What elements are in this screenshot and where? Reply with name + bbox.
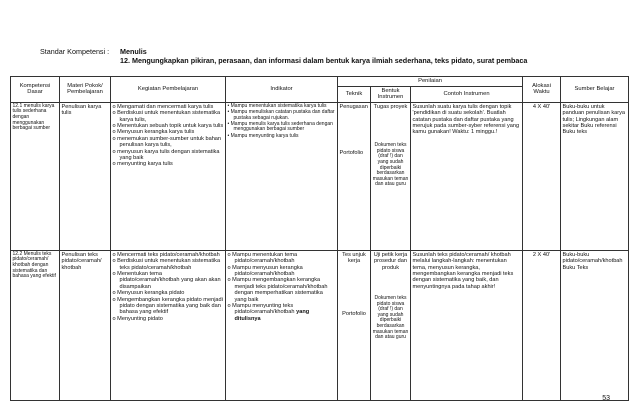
kegiatan-cell [111,250,226,400]
header-materi: Materi Pokok/ Pembelajaran [60,77,111,103]
header-contoh: Contoh Instrumen [411,86,523,102]
teknik-value: Penugasan [339,103,368,110]
page-number: 53 [602,395,610,402]
header-indikator: Indikator [226,77,338,103]
syllabus-table [10,76,629,401]
header-sumber: Sumber Belajar [561,77,629,103]
indikator-cell [226,102,338,250]
kompetensi-cell: 12.2 Menulis teks pidato/ceramah/ khotbah dengan sistematika dan bahasa yang efektif [11,250,60,400]
list-item: o menyusun karya tulis dengan sistematika yang baik [113,149,224,162]
materi-cell: Penulisan karya tulis [60,102,111,250]
list-item: o Menentukan tema pidato/ceramah/khotbah yang akan akan disampaikan [113,271,224,290]
teknik-value: Tes unjuk kerja [342,251,366,265]
list-item: o Berdiskusi untuk menentukan sistematika teks pidato/ceramah/khotbah [113,258,224,271]
indikator-bold-tail: yang ditulisnya [234,309,310,322]
list-item: o Mampu menyusun kerangka pidato/ceramah/khotbah [228,265,336,278]
table-row [11,102,629,250]
list-item: o Berdiskusi untuk menentukan sistematika karya tulis, [113,110,224,123]
materi-cell: Penulisan teks pidato/ceramah/ khotbah [60,250,111,400]
list-item: o Mampu menyunting teks pidato/ceramah/khotbah yang ditulisnya [228,303,336,322]
header-penilaian: Penilaian [338,77,523,87]
list-item: • Mampu menentukan sistematika karya tulis [228,104,336,110]
list-item: • Mampu menuliskan catatan pustaka dan daftar pustaka sebagai rujukan. [228,110,336,121]
header-kegiatan: Kegiatan Pembelajaran [111,77,226,103]
kompetensi-cell: 12.1 menulis karya tulis sederhana dengan menggunakan berbagai sumber [11,102,60,250]
list-item: o Mampu menentukan tema pidato/ceramah/khotbah [228,252,336,265]
list-item: o Menentukan sebuah topik untuk karya tulis [113,123,224,129]
indikator-cell [226,250,338,400]
standar-kompetensi-label: Standar Kompetensi : [40,47,110,56]
header-alokasi: Alokasi Waktu [523,77,561,103]
header-kompetensi: Kompetensi Dasar [11,77,60,103]
list-item: • Mampu menyunting karya tulis [228,134,336,140]
teknik-cell [338,102,371,250]
list-item: o Menyusun kerangka pidato [113,290,224,296]
kegiatan-cell [111,102,226,250]
alokasi-cell: 2 X 40' [523,250,561,400]
standar-kompetensi-value: Menulis [120,47,147,56]
teknik-value: Portofolio [339,150,364,157]
teknik-value: Portofolio [342,310,366,317]
list-item: • Mampu menulis karya tulis sederhana dengan menggunakan berbagai sumber [228,122,336,133]
sumber-cell: Buku-buku untuk panduan penulisan karya tulis; Lingkungan alam sekitar Buku referensi Buku teks [561,102,629,250]
list-item: o Menyunting pidato [113,316,224,322]
kompetensi-dasar-title: 12. Mengungkapkan pikiran, perasaan, dan informasi dalam bentuk karya ilmiah sederhana, teks pidato, surat pembaca [120,56,528,65]
table-row [11,250,629,400]
list-item: o Mengamati dan mencermati karya tulis [113,104,224,110]
list-item: o Menyusun kerangka karya tulis [113,129,224,135]
list-item: o menyunting karya tulis [113,161,224,167]
bentuk-value: Dokumen teks pidato siswa (draf !) dan yang sudah diperbaiki berdasarkan masukan teman dan atau guru [372,142,409,188]
bentuk-value: Tugas proyek [373,103,408,110]
bentuk-cell [371,102,411,250]
document-header [40,47,527,65]
sumber-cell: Buku-buku pidato/ceramah/khotbah Buku Teks [561,250,629,400]
alokasi-cell: 4 X 40' [523,102,561,250]
contoh-cell: Susunlah suatu karya tulis dengan topik 'pendidikan di suatu sekolah'. Buatlah catatan pustaka dan daftar pustaka yang merujuk pada sumber-syber referensi yang kamu gunakan! Waktu: 1 minggu.! [411,102,523,250]
contoh-cell: Susunlah teks pidato/ceramah/ khotbah melalui langkah-langkah: menentukan tema, menyusun kerangka, mengembangkan kerangka menjadi teks dengan sistematika yang baik, dan menyuntingnya pada tahap akhir! [411,250,523,400]
bentuk-value: Dokumen teks pidato siswa (draf !) dan yang sudah diperbaiki berdasarkan masukan teman dan atau guru [372,295,409,341]
bentuk-cell [371,250,411,400]
list-item: o Mencermati teks pidato/ceramah/khotbah [113,252,224,258]
list-item: o Mengembangkan kerangka pidato menjadi pidato dengan sistematika yang baik dan bahasa yang efektif [113,297,224,316]
header-bentuk: Bentuk Instrumen [371,86,411,102]
header-teknik: Teknik [338,86,371,102]
bentuk-value: Uji petik kerja prosedur dan produk [373,251,408,271]
list-item: o menemukan sumber-sumber untuk bahan penulisan karya tulis, [113,136,224,149]
list-item: o Mampu mengembangkan kerangka menjadi teks pidato/ceramah/khotbah dengan memperhatikan sistematika yang baik [228,277,336,303]
teknik-cell [338,250,371,400]
